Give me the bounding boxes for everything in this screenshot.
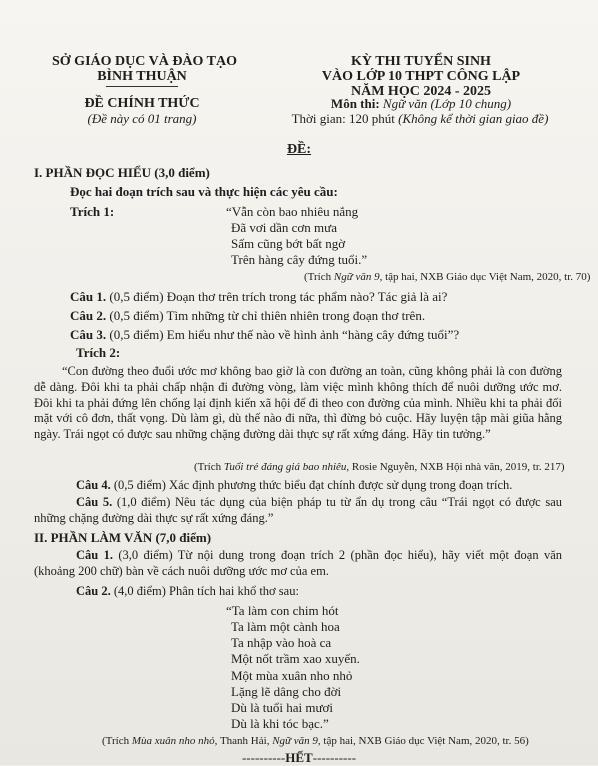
poem2-line-6: Lặng lẽ dâng cho đời [231, 684, 342, 699]
source1-work: Ngữ văn 9 [333, 271, 380, 283]
subject-label: Môn thi: [330, 96, 383, 111]
question-1-label: Câu 1. [70, 289, 107, 304]
time-line [270, 111, 570, 127]
source2-post: , Rosie Nguyễn, NXB Hội nhà văn, 2019, tr. 217) [346, 461, 565, 473]
source3-post: , tập hai, NXB Giáo dục Việt Nam, 2020, tr. 56) [317, 735, 529, 747]
question-5 [34, 495, 562, 527]
poem1-line-3: Sấm cũng bớt bất ngờ [231, 236, 346, 251]
part2-heading: II. PHẦN LÀM VĂN (7,0 điểm) [34, 530, 212, 545]
part1-heading: I. PHẦN ĐỌC HIỂU (3,0 điểm) [34, 165, 210, 180]
poem2-line-5: Một mùa xuân nho nhỏ [231, 668, 353, 683]
source2-work: Tuổi trẻ đáng giá bao nhiêu [223, 461, 347, 473]
question-4-label: Câu 4. [76, 478, 111, 492]
end-marker [199, 750, 399, 766]
exam-title: ĐỀ: [286, 142, 312, 157]
department-name: SỞ GIÁO DỤC VÀ ĐÀO TẠO [52, 54, 238, 69]
poem2-line-3: Ta nhập vào hoà ca [231, 635, 332, 650]
source2 [194, 461, 565, 473]
poem1-line-4: Trên hàng cây đứng tuổi.” [231, 252, 368, 267]
source1-post: , tập hai, NXB Giáo dục Việt Nam, 2020, tr. 70) [379, 271, 591, 283]
question-2-label: Câu 2. [70, 308, 107, 323]
question-3 [70, 327, 459, 343]
source3-mid: , Thanh Hải, [214, 735, 273, 747]
poem1-line-1: “Vẫn còn bao nhiêu nắng [226, 204, 359, 219]
question-2-text: (0,5 điểm) Tìm những từ chỉ thiên nhiên trong đoạn thơ trên. [106, 308, 426, 323]
poem2-line-7: Dù là tuổi hai mươi [231, 700, 334, 715]
end-dashes-right: ---------- [312, 750, 357, 765]
question-2 [70, 308, 425, 324]
part2-question-1 [34, 548, 562, 580]
poem1-line-2: Đã vơi dần cơn mưa [231, 220, 337, 235]
source2-pre: (Trích [194, 461, 224, 473]
question-5-label: Câu 5. [76, 495, 113, 509]
question-5-text: (1,0 điểm) Nêu tác dụng của biện pháp tu từ ẩn dụ trong câu “Trái ngọt có được sau những chặng đường dài thực sự rất xứng đáng.” [34, 495, 562, 525]
question-3-label: Câu 3. [70, 327, 107, 342]
source3-book: Ngữ văn 9 [272, 735, 318, 747]
subject-line [288, 96, 554, 112]
official-label: ĐỀ CHÍNH THỨC [84, 96, 200, 111]
header-left-underline [106, 86, 178, 87]
excerpt2-label: Trích 2: [76, 345, 121, 360]
question-4-text: (0,5 điểm) Xác định phương thức biểu đạt chính được sử dụng trong đoạn trích. [110, 478, 513, 492]
excerpt1-label: Trích 1: [70, 204, 115, 219]
poem2-line-4: Một nốt trầm xao xuyến. [231, 651, 360, 666]
end-word: HẾT [285, 750, 313, 765]
question-3-text: (0,5 điểm) Em hiểu như thế nào về hình ảnh “hàng cây đứng tuổi”? [106, 327, 460, 342]
part2-question-2-text: (4,0 điểm) Phân tích hai khổ thơ sau: [110, 584, 299, 598]
subject-value: Ngữ văn (Lớp 10 chung) [382, 96, 512, 111]
source3-pre: (Trích [102, 735, 132, 747]
excerpt2-text: “Con đường theo đuổi ước mơ không bao giờ là con đường an toàn, cũng không phải là con đường dễ dàng. Đôi khi ta phải chấp nhận đi đường vòng, làm việc mình không thích để nuôi dưỡng ước mơ. Đôi khi ta phải đứng lên chống lại định kiến xã hội để đi theo con đường của mình. Nhiều khi ta phải đối mặt với cô đơn, thất vọng. Dù làm gì, dù thế nào đi nữa, thì đừng bỏ cuộc. Hãy luyện tập mài giũa hằng ngày. Trái ngọt có được sau những chặng đường dài thực sự rất xứng đáng. Hãy tin tưởng.” [34, 364, 562, 442]
question-1 [70, 289, 447, 305]
part1-instruction: Đọc hai đoạn trích sau và thực hiện các yêu cầu: [70, 184, 338, 199]
question-4 [76, 478, 512, 493]
school-year: NĂM HỌC 2024 - 2025 [351, 84, 491, 99]
exam-level: VÀO LỚP 10 THPT CÔNG LẬP [321, 69, 521, 84]
poem2-line-2: Ta làm một cành hoa [231, 619, 340, 634]
part2-question-2 [76, 584, 299, 599]
end-dashes-left: ---------- [241, 750, 286, 765]
poem2-line-8: Dù là khi tóc bạc.” [231, 716, 329, 731]
time-note: (Không kể thời gian giao đề) [398, 111, 549, 126]
part2-question-1-text: (3,0 điểm) Từ nội dung trong đoạn trích 2 (phần đọc hiểu), hãy viết một đoạn văn (khoảng 200 chữ) bàn về cách nuôi dưỡng ước mơ của em. [34, 548, 562, 578]
exam-name: KỲ THI TUYỂN SINH [351, 54, 491, 69]
source3-work: Mùa xuân nho nhỏ [131, 735, 215, 747]
poem2-line-1: “Ta làm con chim hót [226, 603, 339, 618]
source1 [304, 271, 590, 283]
province-name: BÌNH THUẬN [97, 69, 187, 84]
source1-pre: (Trích [304, 271, 334, 283]
part2-question-1-label: Câu 1. [76, 548, 113, 562]
source3 [102, 735, 529, 747]
part2-question-2-label: Câu 2. [76, 584, 111, 598]
time-label: Thời gian: 120 phút [291, 111, 399, 126]
question-1-text: (0,5 điểm) Đoạn thơ trên trích trong tác phẩm nào? Tác giả là ai? [106, 289, 448, 304]
page-count-note: (Đề này có 01 trang) [87, 111, 197, 126]
